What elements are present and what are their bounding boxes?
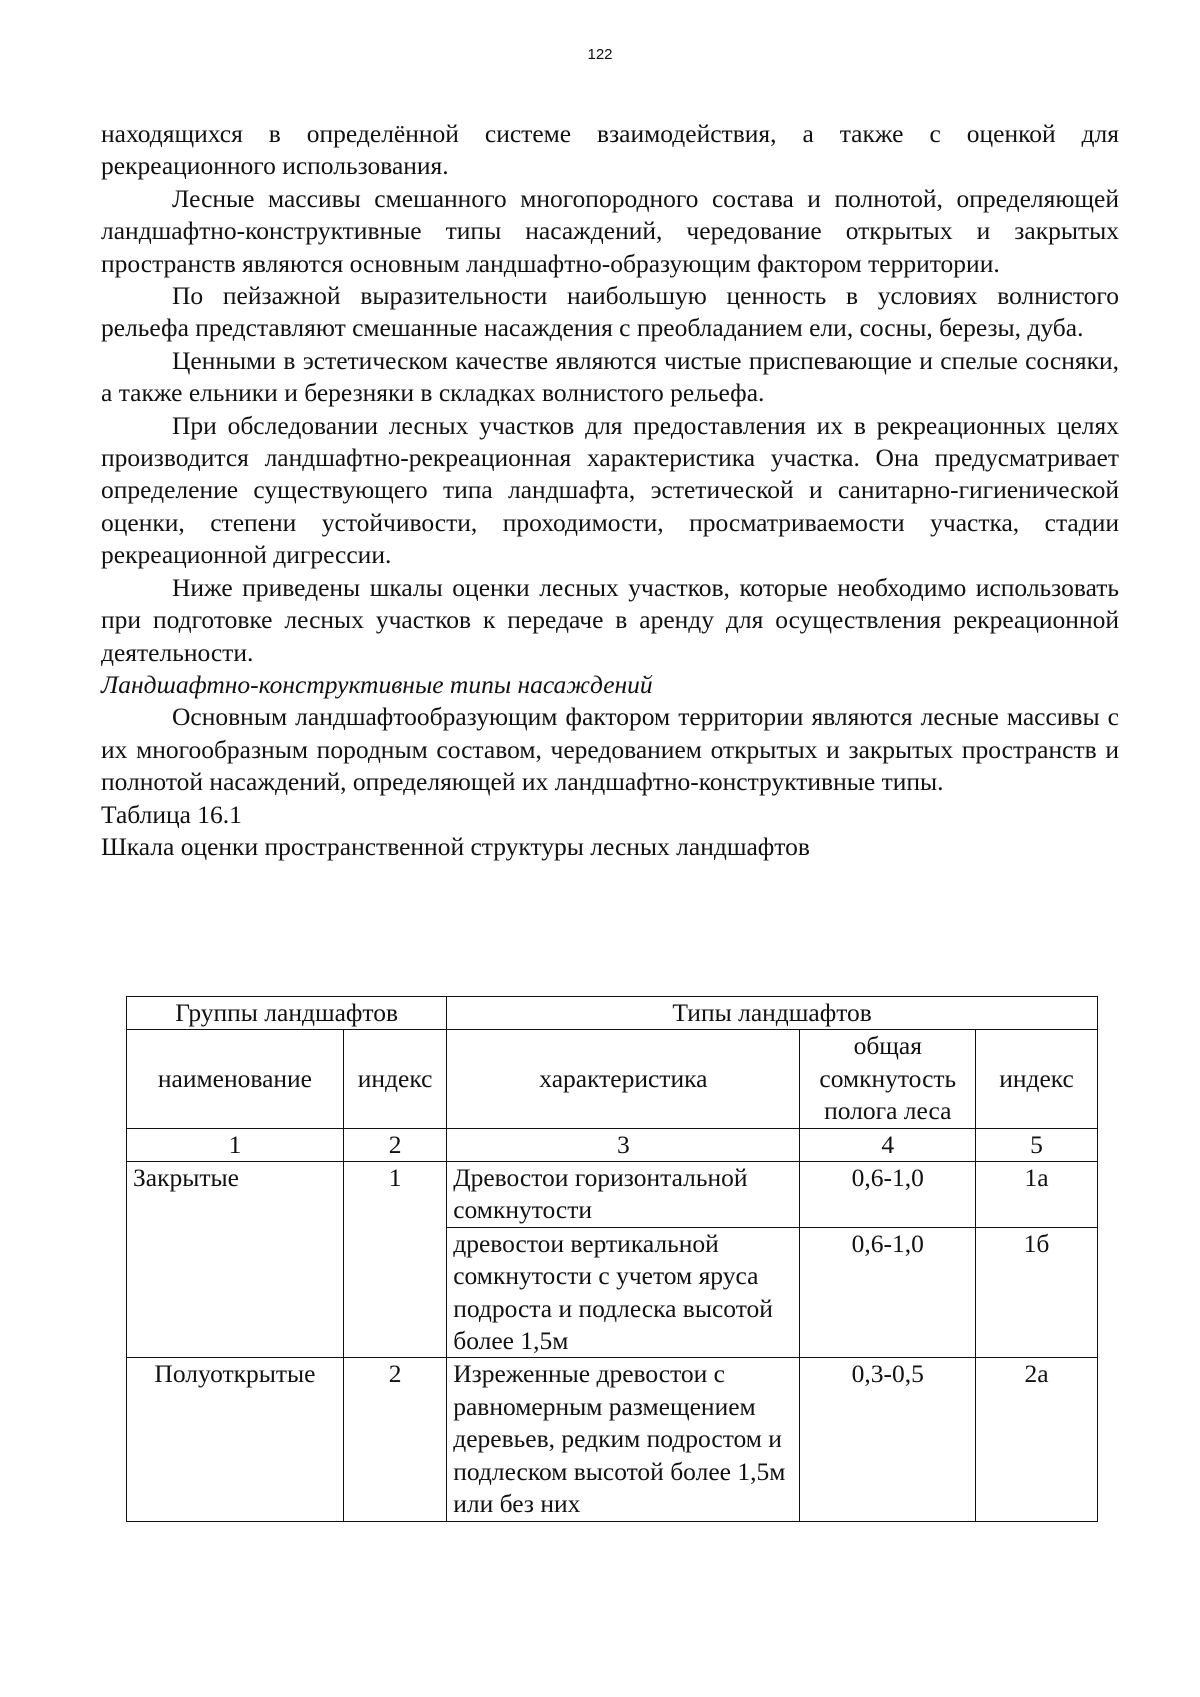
column-number: 3 — [447, 1128, 800, 1161]
type-characteristic: Изреженные древостои с равномерным размещением деревьев, редким подростом и подлеском высотой более 1,5м или без них — [447, 1358, 800, 1521]
paragraph: Основным ландшафтообразующим фактором территории являются лесные массивы с их многообразным породным составом, чередованием открытых и закрытых пространств и полнотой насаждений, определяющей их ландшафтно-конструктивные типы. — [101, 702, 1119, 797]
paragraph: находящихся в определённой системе взаимодействия, а также с оценкой для рекреационного использования. — [101, 119, 1119, 181]
paragraph: Лесные массивы смешанного многопородного состава и полнотой, определяющей ландшафтно-конструктивные типы насаждений, чередование открытых и закрытых пространств являются основным ландшафтно-образующим фактором территории. — [101, 183, 1119, 278]
landscape-scale-table — [126, 996, 1098, 1522]
column-number: 5 — [976, 1128, 1098, 1161]
table-header-row — [127, 997, 1098, 1030]
table-label: Таблица 16.1 — [101, 799, 242, 829]
group-index: 1 — [343, 1162, 446, 1358]
body-text — [101, 118, 1119, 863]
header-type-index: индекс — [976, 1030, 1098, 1128]
table-number-row — [127, 1128, 1098, 1161]
group-name: Полуоткрытые — [127, 1358, 344, 1521]
paragraph: При обследовании лесных участков для предоставления их в рекреационных целях производится ландшафтно-рекреационная характеристика участка. Она предусматривает определение существующего типа ландшафта, эстетической и санитарно-гигиенической оценки, степени устойчивости, проходимости, просматриваемости участка, стадии рекреационной дигрессии. — [101, 410, 1119, 570]
header-name: наименование — [127, 1030, 344, 1128]
column-number: 2 — [343, 1128, 446, 1161]
type-closure: 0,6-1,0 — [800, 1227, 976, 1358]
paragraph: Ценными в эстетическом качестве являются чистые приспевающие и спелые сосняки, а также ельники и березняки в складках волнистого рельефа. — [101, 345, 1119, 408]
type-index: 1а — [976, 1162, 1098, 1228]
header-index: индекс — [343, 1030, 446, 1128]
header-closure: общая сомкнутость полога леса — [800, 1030, 976, 1128]
table-row — [127, 1162, 1098, 1228]
type-characteristic: древостои вертикальной сомкнутости с учетом яруса подроста и подлеска высотой более 1,5м — [447, 1227, 800, 1358]
header-types: Типы ландшафтов — [447, 997, 1098, 1030]
paragraph: Ниже приведены шкалы оценки лесных участков, которые необходимо использовать при подготовке лесных участков к передаче в аренду для осуществления рекреационной деятельности. — [101, 572, 1119, 667]
type-characteristic: Древостои горизонтальной сомкнутости — [447, 1162, 800, 1228]
table-subheader-row — [127, 1030, 1098, 1128]
paragraph: По пейзажной выразительности наибольшую ценность в условиях волнистого рельефа представляют смешанные насаждения с преобладанием ели, сосны, березы, дуба. — [101, 281, 1119, 343]
header-characteristic: характеристика — [447, 1030, 800, 1128]
type-index: 2а — [976, 1358, 1098, 1521]
section-subheading: Ландшафтно-конструктивные типы насаждений — [101, 669, 653, 699]
type-closure: 0,3-0,5 — [800, 1358, 976, 1521]
group-name: Закрытые — [127, 1162, 344, 1358]
group-index: 2 — [343, 1358, 446, 1521]
type-index: 1б — [976, 1227, 1098, 1358]
type-closure: 0,6-1,0 — [800, 1162, 976, 1228]
column-number: 1 — [127, 1128, 344, 1161]
column-number: 4 — [800, 1128, 976, 1161]
page-number: 122 — [587, 46, 613, 63]
table-title: Шкала оценки пространственной структуры лесных ландшафтов — [101, 831, 810, 861]
table-row — [127, 1358, 1098, 1521]
header-groups: Группы ландшафтов — [127, 997, 447, 1030]
